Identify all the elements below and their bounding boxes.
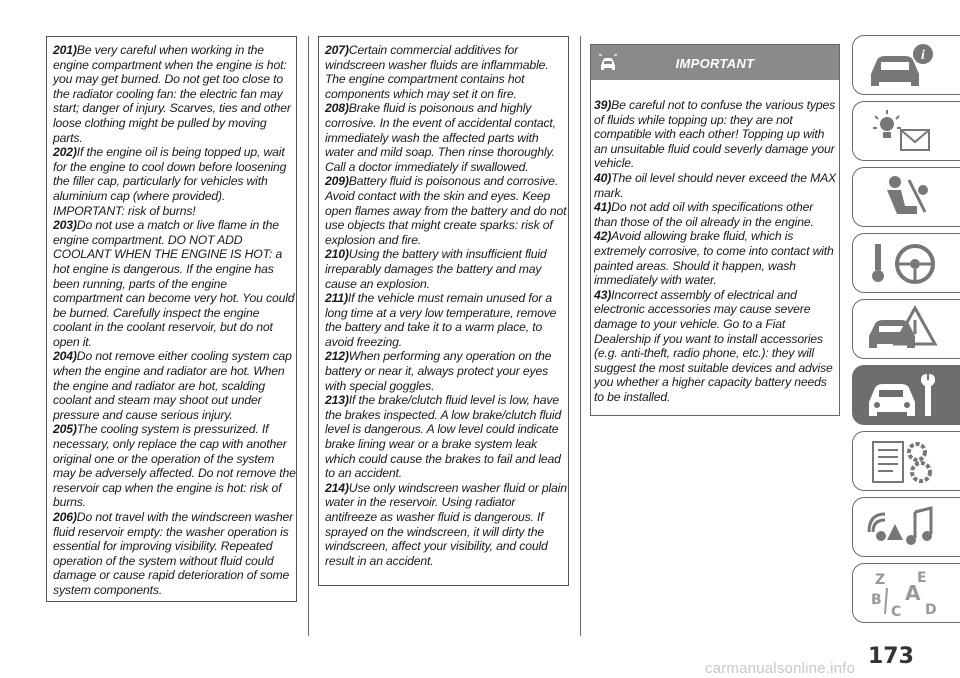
page-number: 173 (868, 644, 914, 669)
warning-number: 206) (53, 510, 77, 524)
warning-number: 213) (325, 393, 349, 408)
important-text: Incorrect assembly of electrical and electronic accessories may cause severe damage to your vehicle. Go to a Fiat Dealership if you want to install accessories (e.g. anti-theft, radio phone, etc.): they will suggest the most suitable devices and advise you whether a higher capacity battery needs to be installed. (594, 287, 833, 404)
warning-text: Do not travel with the windscreen washer fluid reservoir empty: the washer operation is essential for improving visibility. Repeated operation of the system without fluid could damage or cause rapid deterioration of some system components. (53, 510, 293, 597)
warning-item-202 (53, 145, 296, 218)
warning-text: If the brake/clutch fluid level is low, have the brakes inspected. A low brake/clutch fluid level is dangerous. A low level could indicate brake lining wear or a brake system leak which could cause the brakes to fail and lead to an accident. (325, 393, 562, 481)
tab-technical-data[interactable] (852, 431, 960, 491)
warning-text: If the engine oil is being topped up, wait for the engine to cool down before loosening the filler cap, particularly for vehicles with aluminium cap (where provided). IMPORTANT: risk of burns! (53, 145, 287, 218)
warning-text: Brake fluid is poisonous and highly corrosive. In the event of accidental contact, immediately wash the affected parts with water and mild soap. Then rinse thoroughly. Call a doctor immediately if swallowed. (325, 101, 556, 174)
warning-number: 214) (325, 480, 349, 495)
tab-safety[interactable] (852, 167, 960, 227)
warning-item-208 (325, 101, 568, 174)
important-title: IMPORTANT (675, 56, 755, 71)
airbag-seat-icon (865, 172, 945, 224)
important-text: Do not add oil with specifications other than those of the oil already in the engine. (594, 200, 814, 229)
important-header (591, 45, 839, 80)
technical-data-icon (865, 436, 945, 488)
important-item-42 (594, 229, 839, 287)
important-item-41 (594, 200, 839, 229)
tab-starting-driving[interactable] (852, 233, 960, 293)
watermark: carmanualsonline.info (705, 660, 856, 677)
warning-number: 207) (325, 43, 349, 57)
important-item-40 (594, 171, 839, 200)
index-letter-a: A (905, 581, 921, 605)
car-info-icon (865, 40, 945, 92)
important-number: 43) (594, 287, 612, 302)
car-maintenance-icon (865, 370, 945, 422)
important-text: The oil level should never exceed the MAX mark. (594, 170, 837, 200)
warning-text: Battery fluid is poisonous and corrosive. Avoid contact with the skin and eyes. Keep open flames away from the battery and do not use objects that might create sparks: risk of explosion and fire. (325, 174, 567, 247)
important-text: Be careful not to confuse the various types of fluids while topping up: they are not compatible with each other! Topping up with an unsuitable fluid could severly damage your vehicle. (594, 98, 836, 171)
important-number: 40) (594, 170, 612, 185)
warning-text: Certain commercial additives for windscreen washer fluids are inflammable. The engine compartment contains hot components which may set it on fire. (325, 43, 549, 101)
warning-text: Use only windscreen washer fluid or plain water in the reservoir. Using radiator antifreeze as washer fluid is dangerous. If sprayed on the windscreen, it will dirty the windscreen, affect your visibility, and could result in an accident. (325, 480, 567, 568)
column-divider (580, 36, 581, 636)
index-letter-c: C (891, 604, 902, 620)
car-emergency-icon (865, 304, 945, 356)
warning-text: Be very careful when working in the engine compartment when the engine is hot: you may get burned. Do not get too close to the radiator cooling fan: the electric fan may start; danger of injury. Scarves, ties and other loose clothing might be pulled by moving parts. (53, 43, 291, 145)
column-divider (308, 36, 309, 636)
warning-item-203 (53, 218, 296, 349)
warning-item-210 (325, 247, 568, 291)
warning-text: Do not use a match or live flame in the engine compartment. DO NOT ADD COOLANT WHEN THE ENGINE IS HOT: a hot engine is dangerous. If the engine has been running, parts of the engine compartment can become very hot. You could be burned. Carefully inspect the engine coolant in the coolant reservoir, but do not open it. (53, 218, 295, 349)
important-item-39 (594, 98, 839, 171)
alphabetical-index-icon (865, 568, 945, 620)
important-item-43 (594, 288, 839, 405)
tab-warning-lights[interactable] (852, 101, 960, 161)
tab-car-knowledge[interactable] (852, 35, 960, 95)
index-letter-e: E (917, 570, 927, 586)
warning-number: 211) (325, 291, 348, 306)
important-number: 41) (594, 200, 612, 215)
important-text: Avoid allowing brake fluid, which is extremely corrosive, to come into contact with painted areas. Should it happen, wash immediately with water. (594, 229, 834, 288)
warning-text: If the vehicle must remain unused for a long time at a very low temperature, remove the battery and take it to a warm place, to avoid freezing. (325, 291, 557, 349)
warning-number: 204) (53, 349, 77, 364)
tab-emergency[interactable] (852, 299, 960, 359)
warning-item-213 (325, 393, 568, 481)
warning-text: When performing any operation on the battery or near it, always protect your eyes with special goggles. (325, 349, 552, 393)
warning-number: 203) (53, 218, 77, 233)
warning-text: Using the battery with insufficient fluid irreparably damages the battery and may cause an explosion. (325, 247, 547, 291)
tab-index[interactable] (852, 563, 960, 623)
warning-number: 209) (325, 174, 349, 189)
warning-item-206 (53, 510, 296, 598)
index-letter-z: Z (875, 572, 886, 588)
warning-item-209 (325, 174, 568, 247)
warning-number: 201) (53, 43, 77, 57)
warning-text: Do not remove either cooling system cap when the engine and radiator are hot. When the engine and radiator are hot, scalding coolant and steam may shoot out under pressure and cause serious injury. (53, 349, 292, 422)
multimedia-icon (865, 502, 945, 554)
warning-text: The cooling system is pressurized. If necessary, only replace the cap with another original one or the operation of the system may be adversely affected. Do not remove the reservoir cap when the engine is hot: risk of burns. (53, 422, 296, 510)
tab-maintenance[interactable] (852, 365, 960, 425)
warning-item-212 (325, 349, 568, 393)
warning-number: 212) (325, 349, 349, 364)
warning-item-201 (53, 43, 296, 145)
warning-number: 202) (53, 145, 77, 160)
warning-number: 205) (53, 422, 77, 437)
important-number: 39) (594, 98, 612, 112)
important-body (591, 80, 839, 404)
index-letter-d: D (925, 602, 937, 618)
warning-item-211 (325, 291, 568, 349)
svg-text:i: i (921, 48, 925, 63)
index-letter-b: B (871, 592, 882, 608)
warning-number: 210) (325, 247, 349, 262)
warning-item-205 (53, 422, 296, 510)
warnings-column-1 (46, 36, 297, 602)
warning-item-204 (53, 349, 296, 422)
important-number: 42) (594, 229, 612, 244)
warning-item-214 (325, 481, 568, 569)
warning-item-207 (325, 43, 568, 101)
tab-multimedia[interactable] (852, 497, 960, 557)
warning-lights-icon (865, 106, 945, 158)
key-steering-wheel-icon (865, 238, 945, 290)
important-box (590, 44, 840, 416)
warning-number: 208) (325, 101, 349, 116)
warnings-column-2 (318, 36, 569, 586)
